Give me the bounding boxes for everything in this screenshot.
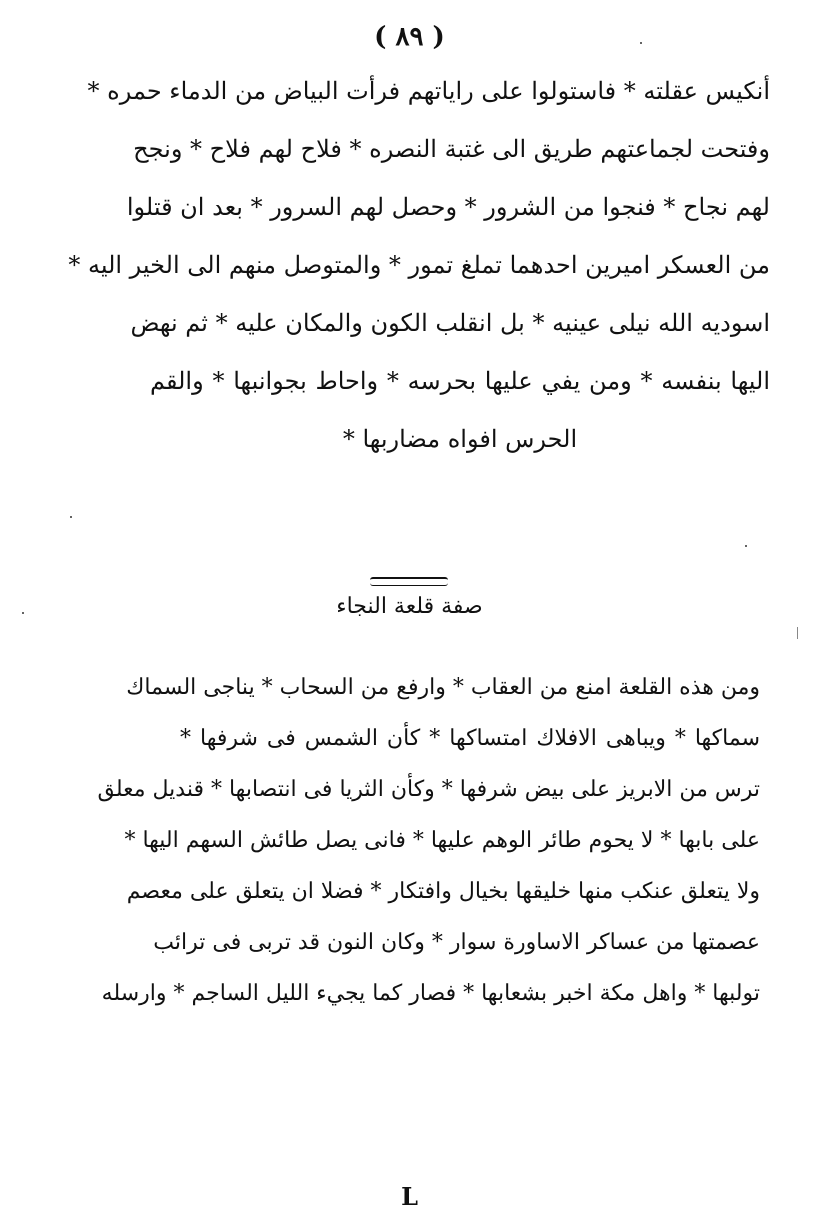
scan-speck xyxy=(22,612,24,614)
scan-speck xyxy=(640,42,642,44)
text-line: ولا يتعلق عنكب منها خليقها بخيال وافتكار * فضلا ان يتعلق على معصم xyxy=(126,879,760,904)
text-line-final: الحرس افواه مضاربها * xyxy=(342,425,578,453)
text-line: اسوديه الله نيلى عينيه * بل انقلب الكون والمكان عليه * ثم نهض xyxy=(130,309,770,337)
text-line: تولبها * واهل مكة اخبر بشعابها * فصار كما يجيء الليل الساجم * وارسله xyxy=(101,981,760,1006)
text-line: أنكيس عقلته * فاستولوا على راياتهم فرأت البياض من الدماء حمره * xyxy=(87,77,770,105)
text-line: اليها بنفسه * ومن يفي عليها بحرسه * واحاط بجوانبها * والقم xyxy=(150,367,770,395)
scan-speck xyxy=(745,545,747,547)
text-line: على بابها * لا يحوم طائر الوهم عليها * فانى يصل طائش السهم اليها * xyxy=(124,828,760,853)
section-divider-ornament xyxy=(370,577,448,586)
main-text-block xyxy=(68,62,770,468)
text-line: من العسكر اميرين احدهما تملغ تمور * والمتوصل منهم الى الخير اليه * xyxy=(68,251,770,279)
text-line: لهم نجاح * فنجوا من الشرور * وحصل لهم السرور * بعد ان قتلوا xyxy=(126,193,770,221)
page-number: ( ٨٩ ) xyxy=(374,22,445,52)
section-heading: صفة قلعة النجاء xyxy=(336,594,483,619)
text-line: سماكها * ويباهى الافلاك امتساكها * كأن الشمس فى شرفها * xyxy=(180,726,760,751)
text-line: ترس من الابريز على بيض شرفها * وكأن الثريا فى انتصابها * قنديل معلق xyxy=(97,777,760,802)
text-line: عصمتها من عساكر الاساورة سوار * وكان النون قد تربى فى ترائب xyxy=(153,930,760,955)
margin-mark xyxy=(797,627,798,639)
text-line: ومن هذه القلعة امنع من العقاب * وارفع من السحاب * يناجى السماك xyxy=(126,675,760,700)
signature-mark: L xyxy=(401,1182,418,1211)
section-text-block xyxy=(97,662,760,1019)
scan-speck xyxy=(70,516,72,518)
text-line: وفتحت لجماعتهم طريق الى غتبة النصره * فلاح لهم فلاح * ونجح xyxy=(133,135,770,163)
